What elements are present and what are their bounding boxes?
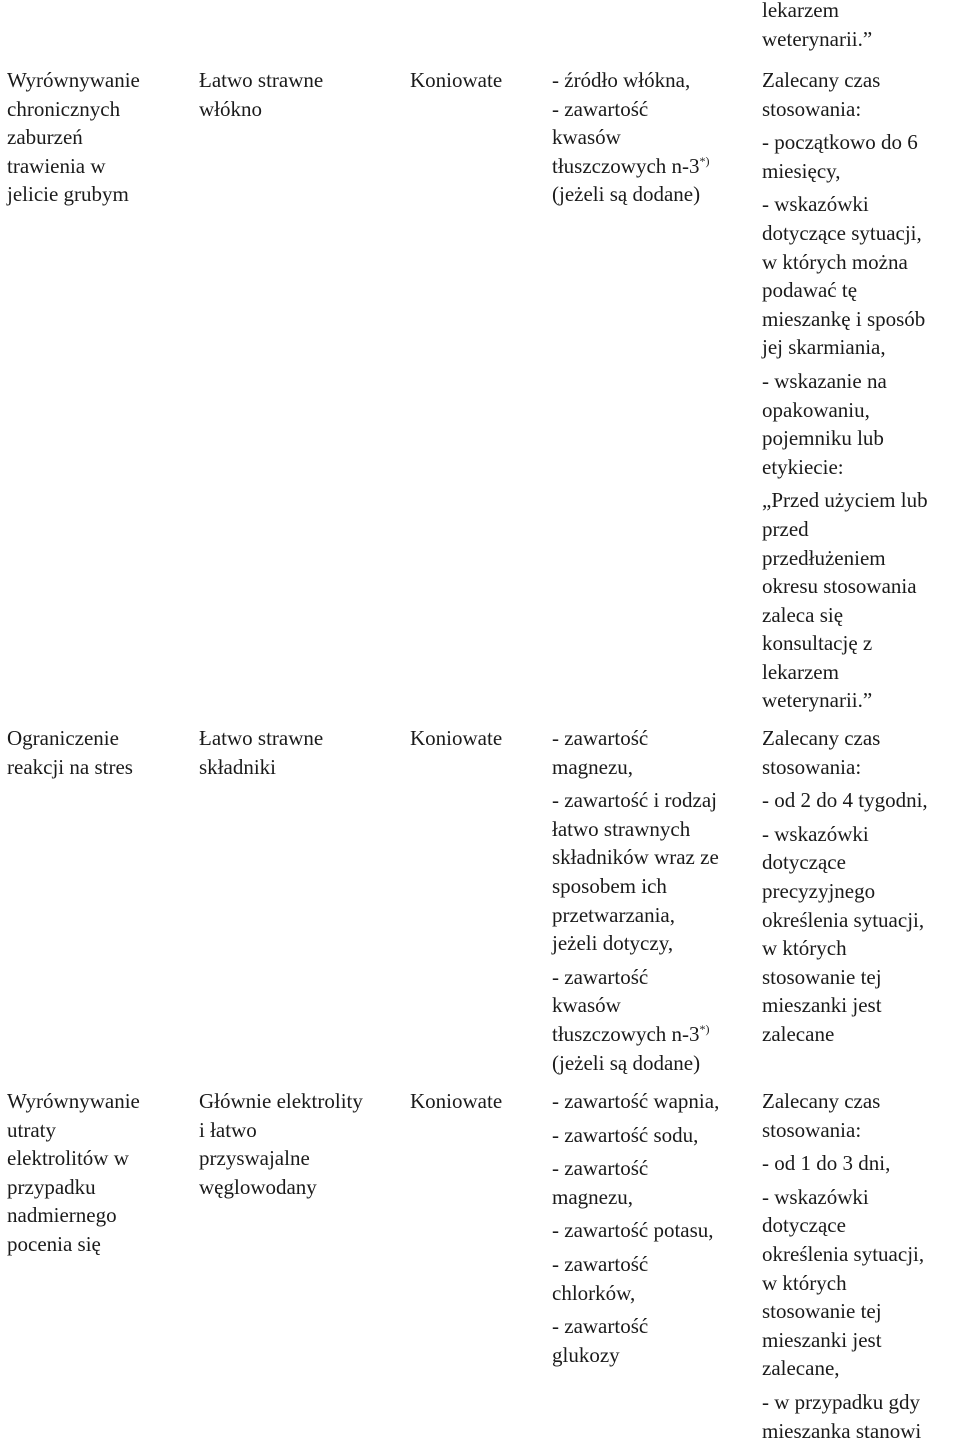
text-line: pocenia się [7, 1231, 101, 1256]
text-line: okresu stosowania [762, 574, 917, 599]
text-line: - zawartość potasu, [552, 1218, 714, 1243]
text-line: - od 2 do 4 tygodni, [762, 788, 928, 813]
text-line: lekarzem [762, 0, 839, 22]
text-line: - wskazówki [762, 192, 869, 217]
recommendations-continuation [762, 0, 872, 53]
purpose-cell-row-3 [7, 1087, 140, 1259]
text-line: Koniowate [410, 726, 503, 750]
text-line: kwasów [552, 993, 621, 1018]
text-line: stosowania: [762, 754, 862, 779]
labelling-cell-row-2 [552, 724, 719, 1077]
text-line: mieszanka stanowi [762, 1418, 922, 1443]
text-line: stosowanie tej [762, 964, 882, 989]
text-line: - wskazanie na [762, 368, 887, 393]
text-line: (jeżeli są dodane) [552, 182, 701, 207]
text-line: „Przed użyciem lub [762, 488, 928, 513]
text-line: Głównie elektrolity [199, 1089, 363, 1113]
text-line: Ograniczenie [7, 726, 119, 750]
text-line: przypadku [7, 1174, 96, 1199]
text-line: przed [762, 516, 809, 541]
text-line: Zalecany czas [762, 1089, 881, 1113]
text-line: - zawartość [552, 964, 649, 989]
text-line: - zawartość [552, 726, 649, 750]
text-line: określenia sytuacji, [762, 1241, 925, 1266]
text-line: jeżeli dotyczy, [552, 931, 674, 956]
text-line: Zalecany czas [762, 68, 881, 92]
text-line: mieszanki jest [762, 993, 882, 1018]
text-line: trawienia w [7, 153, 106, 178]
text-line: włókno [199, 96, 262, 121]
text-line: stosowania: [762, 96, 862, 121]
text-line: - wskazówki [762, 821, 869, 846]
text-line: - zawartość [552, 1251, 649, 1276]
text-line: - zawartość [552, 96, 649, 121]
text-line: Łatwo strawne [199, 726, 324, 750]
text-line: mieszanki jest [762, 1327, 882, 1352]
text-line: reakcji na stres [7, 754, 133, 779]
text-line: miesięcy, [762, 158, 841, 183]
text-line: dotyczące [762, 1213, 846, 1238]
text-line: jej skarmiania, [762, 335, 886, 360]
text-line: jelicie grubym [7, 182, 129, 207]
text-line: stosowanie tej [762, 1299, 882, 1324]
text-line: dotyczące sytuacji, [762, 220, 922, 245]
text-line: konsultację z [762, 631, 873, 656]
species-cell-row-3 [410, 1087, 502, 1116]
text-line: opakowaniu, [762, 397, 870, 422]
text-line: stosowania: [762, 1117, 862, 1142]
labelling-cell-row-1 [552, 66, 710, 209]
text-line: łatwo strawnych [552, 816, 691, 841]
text-line: pojemniku lub [762, 426, 884, 451]
text-line: magnezu, [552, 1184, 634, 1209]
footnote-marker: *) [699, 153, 710, 168]
recommendations-cell-row-2 [762, 724, 928, 1049]
text-line: w których [762, 1270, 847, 1295]
text-line: - w przypadku gdy [762, 1389, 921, 1414]
text-line: elektrolitów w [7, 1146, 129, 1171]
text-line: weterynarii.” [762, 688, 873, 713]
text-fragment: tłuszczowych n-3 [552, 1021, 700, 1046]
text-line: przedłużeniem [762, 545, 886, 570]
text-line: przyswajalne [199, 1146, 310, 1171]
text-line: mieszankę i sposób [762, 306, 926, 331]
text-line: sposobem ich [552, 873, 667, 898]
text-line: i łatwo [199, 1117, 257, 1142]
recommendations-cell-row-3 [762, 1087, 924, 1445]
text-line: zaleca się [762, 602, 844, 627]
text-line: - wskazówki [762, 1184, 869, 1209]
text-line: chronicznych [7, 96, 121, 121]
text-line: precyzyjnego [762, 878, 876, 903]
text-fragment: tłuszczowych n-3 [552, 153, 700, 178]
text-line: Wyrównywanie [7, 1089, 140, 1113]
purpose-cell-row-1 [7, 66, 140, 209]
text-line: chlorków, [552, 1280, 636, 1305]
characteristics-cell-row-3 [199, 1087, 363, 1201]
footnote-marker: *) [699, 1021, 710, 1036]
text-line: etykiecie: [762, 454, 844, 479]
text-line: Zalecany czas [762, 726, 881, 750]
text-line: zalecane, [762, 1356, 840, 1381]
text-line: składników wraz ze [552, 845, 719, 870]
text-line: magnezu, [552, 754, 634, 779]
text-line: - zawartość i rodzaj [552, 788, 717, 813]
purpose-cell-row-2 [7, 724, 133, 781]
recommendations-cell-row-1 [762, 66, 928, 715]
text-line: przetwarzania, [552, 902, 675, 927]
text-line: podawać tę [762, 278, 858, 303]
text-line: - zawartość wapnia, [552, 1089, 720, 1113]
text-line: nadmiernego [7, 1203, 117, 1228]
text-line: w których [762, 936, 847, 961]
text-line: - od 1 do 3 dni, [762, 1151, 891, 1176]
text-line: Koniowate [410, 68, 503, 92]
text-line: (jeżeli są dodane) [552, 1050, 701, 1075]
species-cell-row-1 [410, 66, 502, 95]
text-line: - początkowo do 6 [762, 130, 918, 155]
characteristics-cell-row-2 [199, 724, 323, 781]
species-cell-row-2 [410, 724, 502, 753]
labelling-cell-row-3 [552, 1087, 719, 1369]
text-line: Łatwo strawne [199, 68, 324, 92]
text-line: zalecane [762, 1021, 835, 1046]
text-line: utraty [7, 1117, 56, 1142]
text-line: zaburzeń [7, 125, 83, 150]
text-line: glukozy [552, 1342, 620, 1367]
text-line: w których można [762, 249, 908, 274]
text-line: dotyczące [762, 850, 846, 875]
text-line: Koniowate [410, 1089, 503, 1113]
text-line: - zawartość [552, 1314, 649, 1339]
text-line: kwasów [552, 125, 621, 150]
text-line: weterynarii.” [762, 26, 873, 51]
text-line: - źródło włókna, [552, 68, 691, 92]
text-line: węglowodany [199, 1174, 317, 1199]
text-line: - zawartość [552, 1156, 649, 1181]
text-line [552, 152, 710, 181]
text-line: określenia sytuacji, [762, 907, 925, 932]
text-line: lekarzem [762, 659, 839, 684]
text-line: składniki [199, 754, 276, 779]
text-line: Wyrównywanie [7, 68, 140, 92]
characteristics-cell-row-1 [199, 66, 323, 123]
text-line [552, 1020, 719, 1049]
text-line: - zawartość sodu, [552, 1122, 699, 1147]
